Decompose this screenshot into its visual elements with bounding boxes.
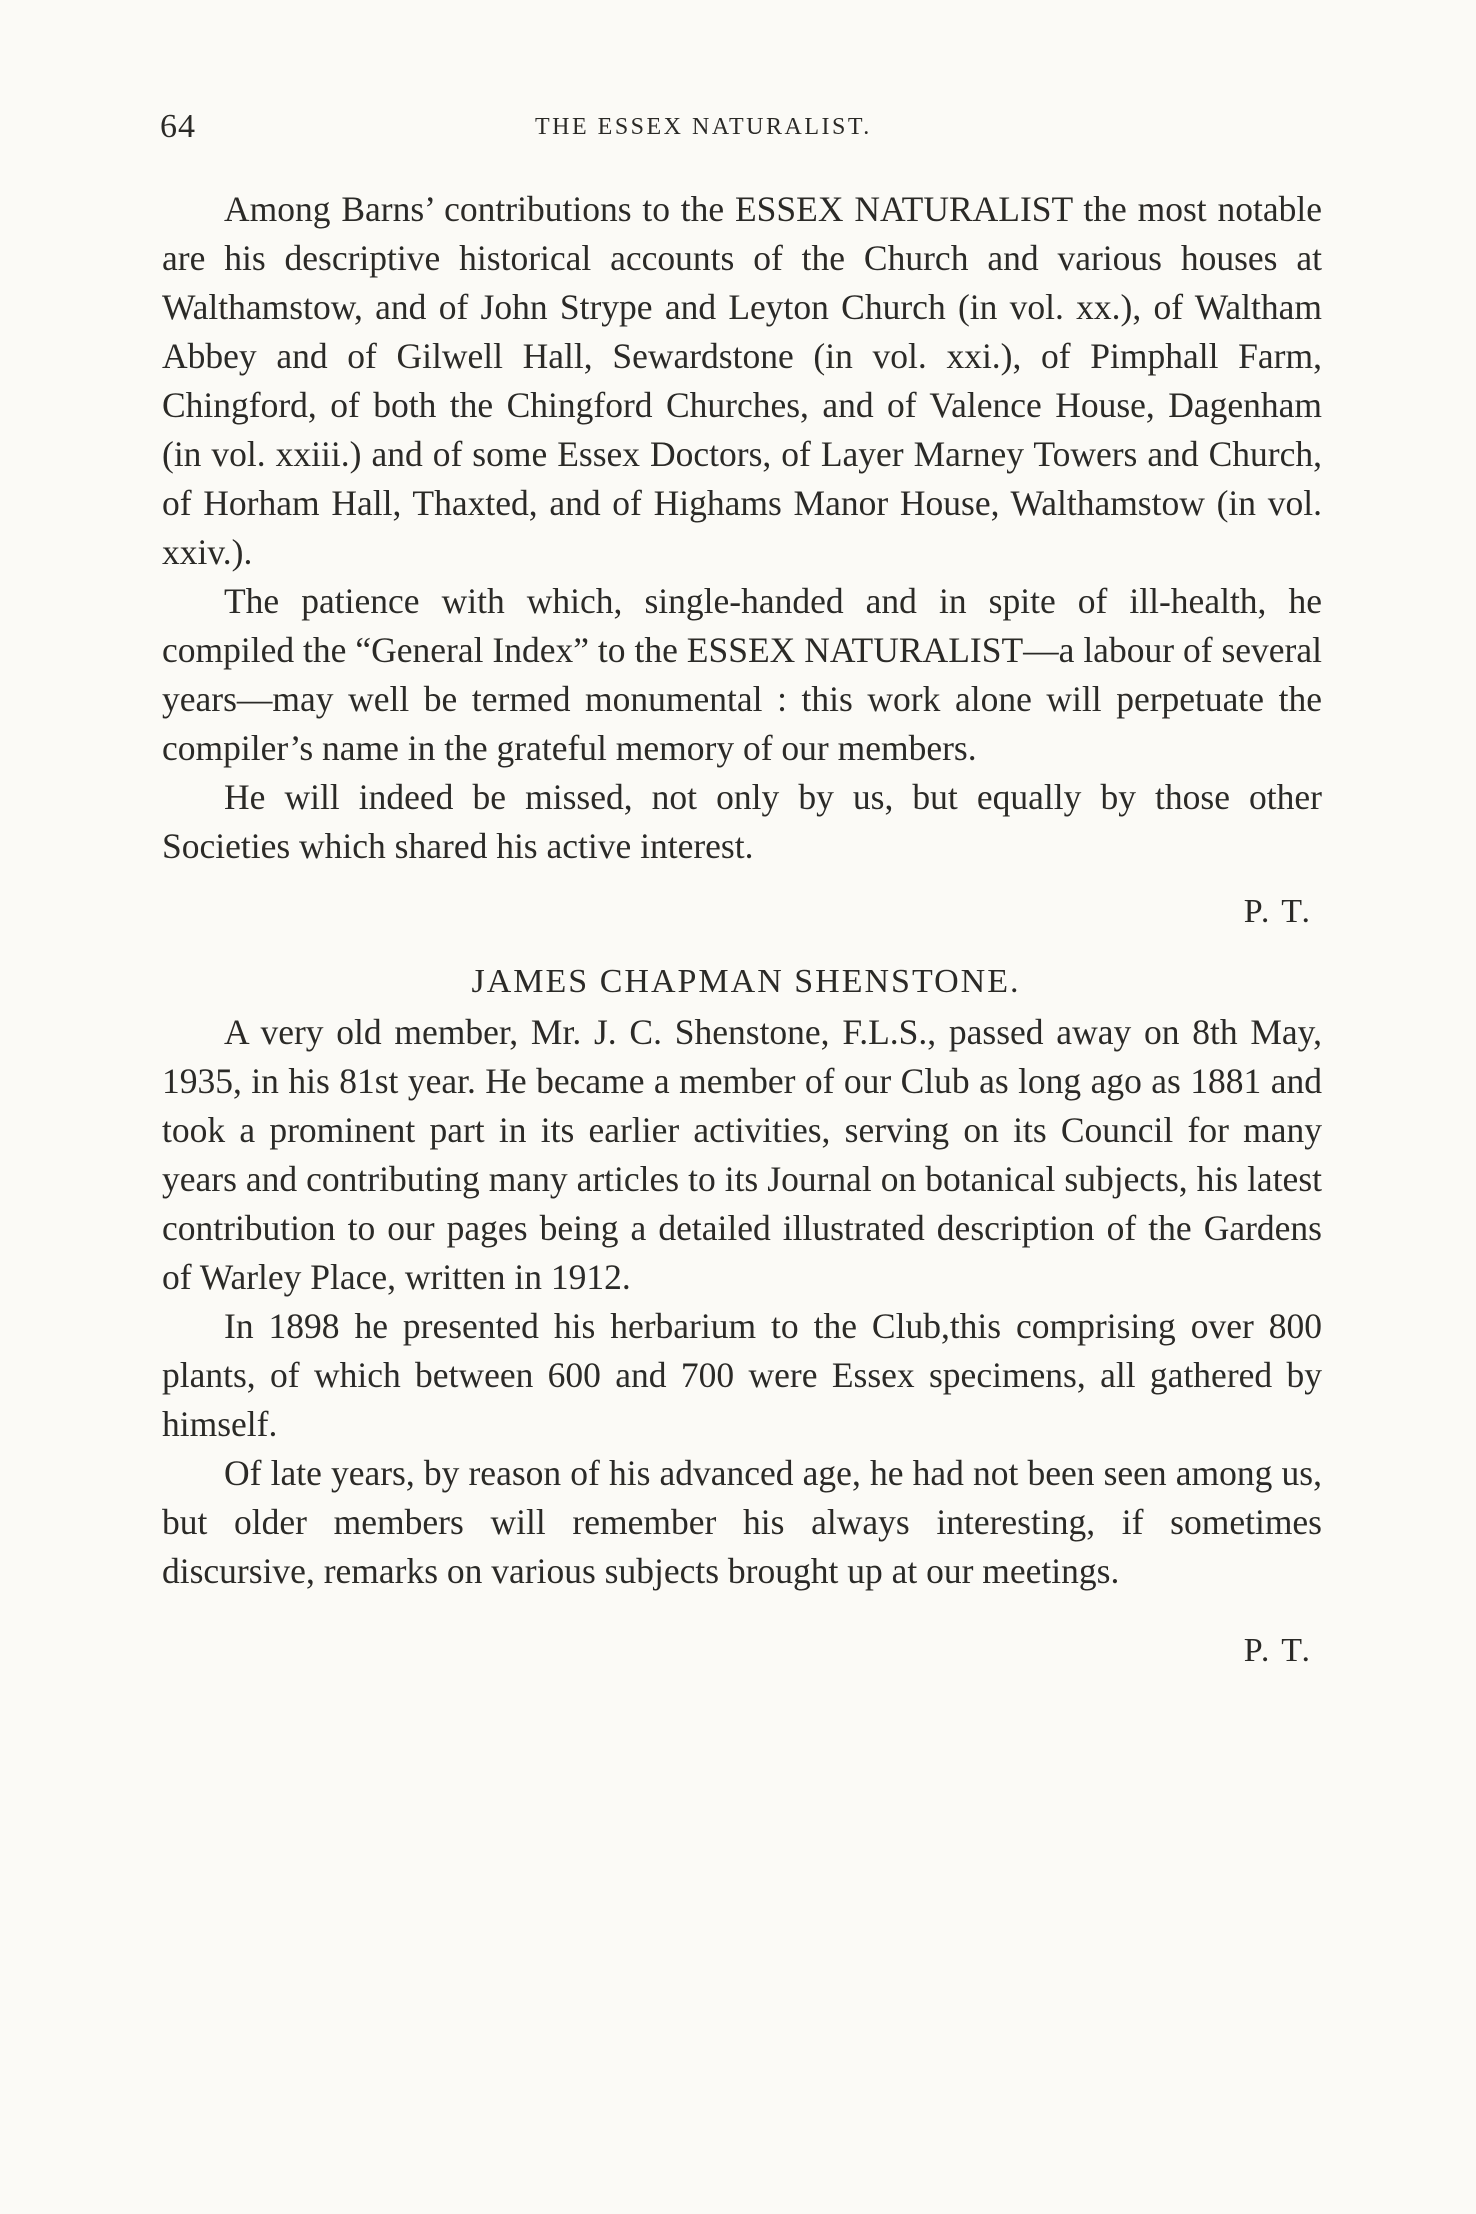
paragraph-general-index: The patience with which, single-handed and in spite of ill-health, he compiled the “General Index” to the ESSEX NATURALIST—a labour of several years—may well be termed monumental : this work alone will perpetuate the compiler’s name in the grateful memory of our members. bbox=[162, 581, 1322, 768]
running-head bbox=[160, 108, 1322, 156]
signature-initials: P. T. bbox=[1243, 893, 1312, 930]
paragraph-late-years: Of late years, by reason of his advanced age, he had not been seen among us, but older members will remember his always interesting, if sometimes discursive, remarks on various subjects brought up at our meetings. bbox=[162, 1453, 1322, 1591]
journal-title: THE ESSEX NATURALIST. bbox=[535, 114, 872, 140]
article-text bbox=[162, 185, 1322, 1675]
paragraph-herbarium: In 1898 he presented his herbarium to the Club,this comprising over 800 plants, of which between 600 and 700 were Essex specimens, all gathered by himself. bbox=[162, 1306, 1322, 1444]
obituary-heading: JAMES CHAPMAN SHENSTONE. bbox=[471, 963, 1021, 1000]
paragraph-missed: He will indeed be missed, not only by us, but equally by those other Societies which shared his active interest. bbox=[162, 777, 1322, 866]
paragraph-barns-contributions: Among Barns’ contributions to the ESSEX NATURALIST the most notable are his descriptive historical accounts of the Church and various houses at Walthamstow, and of John Strype and Leyton Church (in vol. xx.), of Waltham Abbey and of Gilwell Hall, Sewardstone (in vol. xxi.), of Pimphall Farm, Chingford, of both the Chingford Churches, and of Valence House, Dagenham (in vol. xxiii.) and of some Essex Doctors, of Layer Marney Towers and Church, of Horham Hall, Thaxted, and of Highams Manor House, Walthamstow (in vol. xxiv.). bbox=[162, 189, 1322, 572]
signature-initials: P. T. bbox=[1243, 1632, 1312, 1669]
page-number: 64 bbox=[160, 108, 196, 145]
paragraph-shenstone-intro: A very old member, Mr. J. C. Shenstone, F.L.S., passed away on 8th May, 1935, in his 81st year. He became a member of our Club as long ago as 1881 and took a prominent part in its earlier activities, serving on its Council for many years and contributing many articles to its Journal on botanical subjects, his latest contribution to our pages being a detailed illustrated description of the Gardens of Warley Place, written in 1912. bbox=[162, 1012, 1322, 1297]
